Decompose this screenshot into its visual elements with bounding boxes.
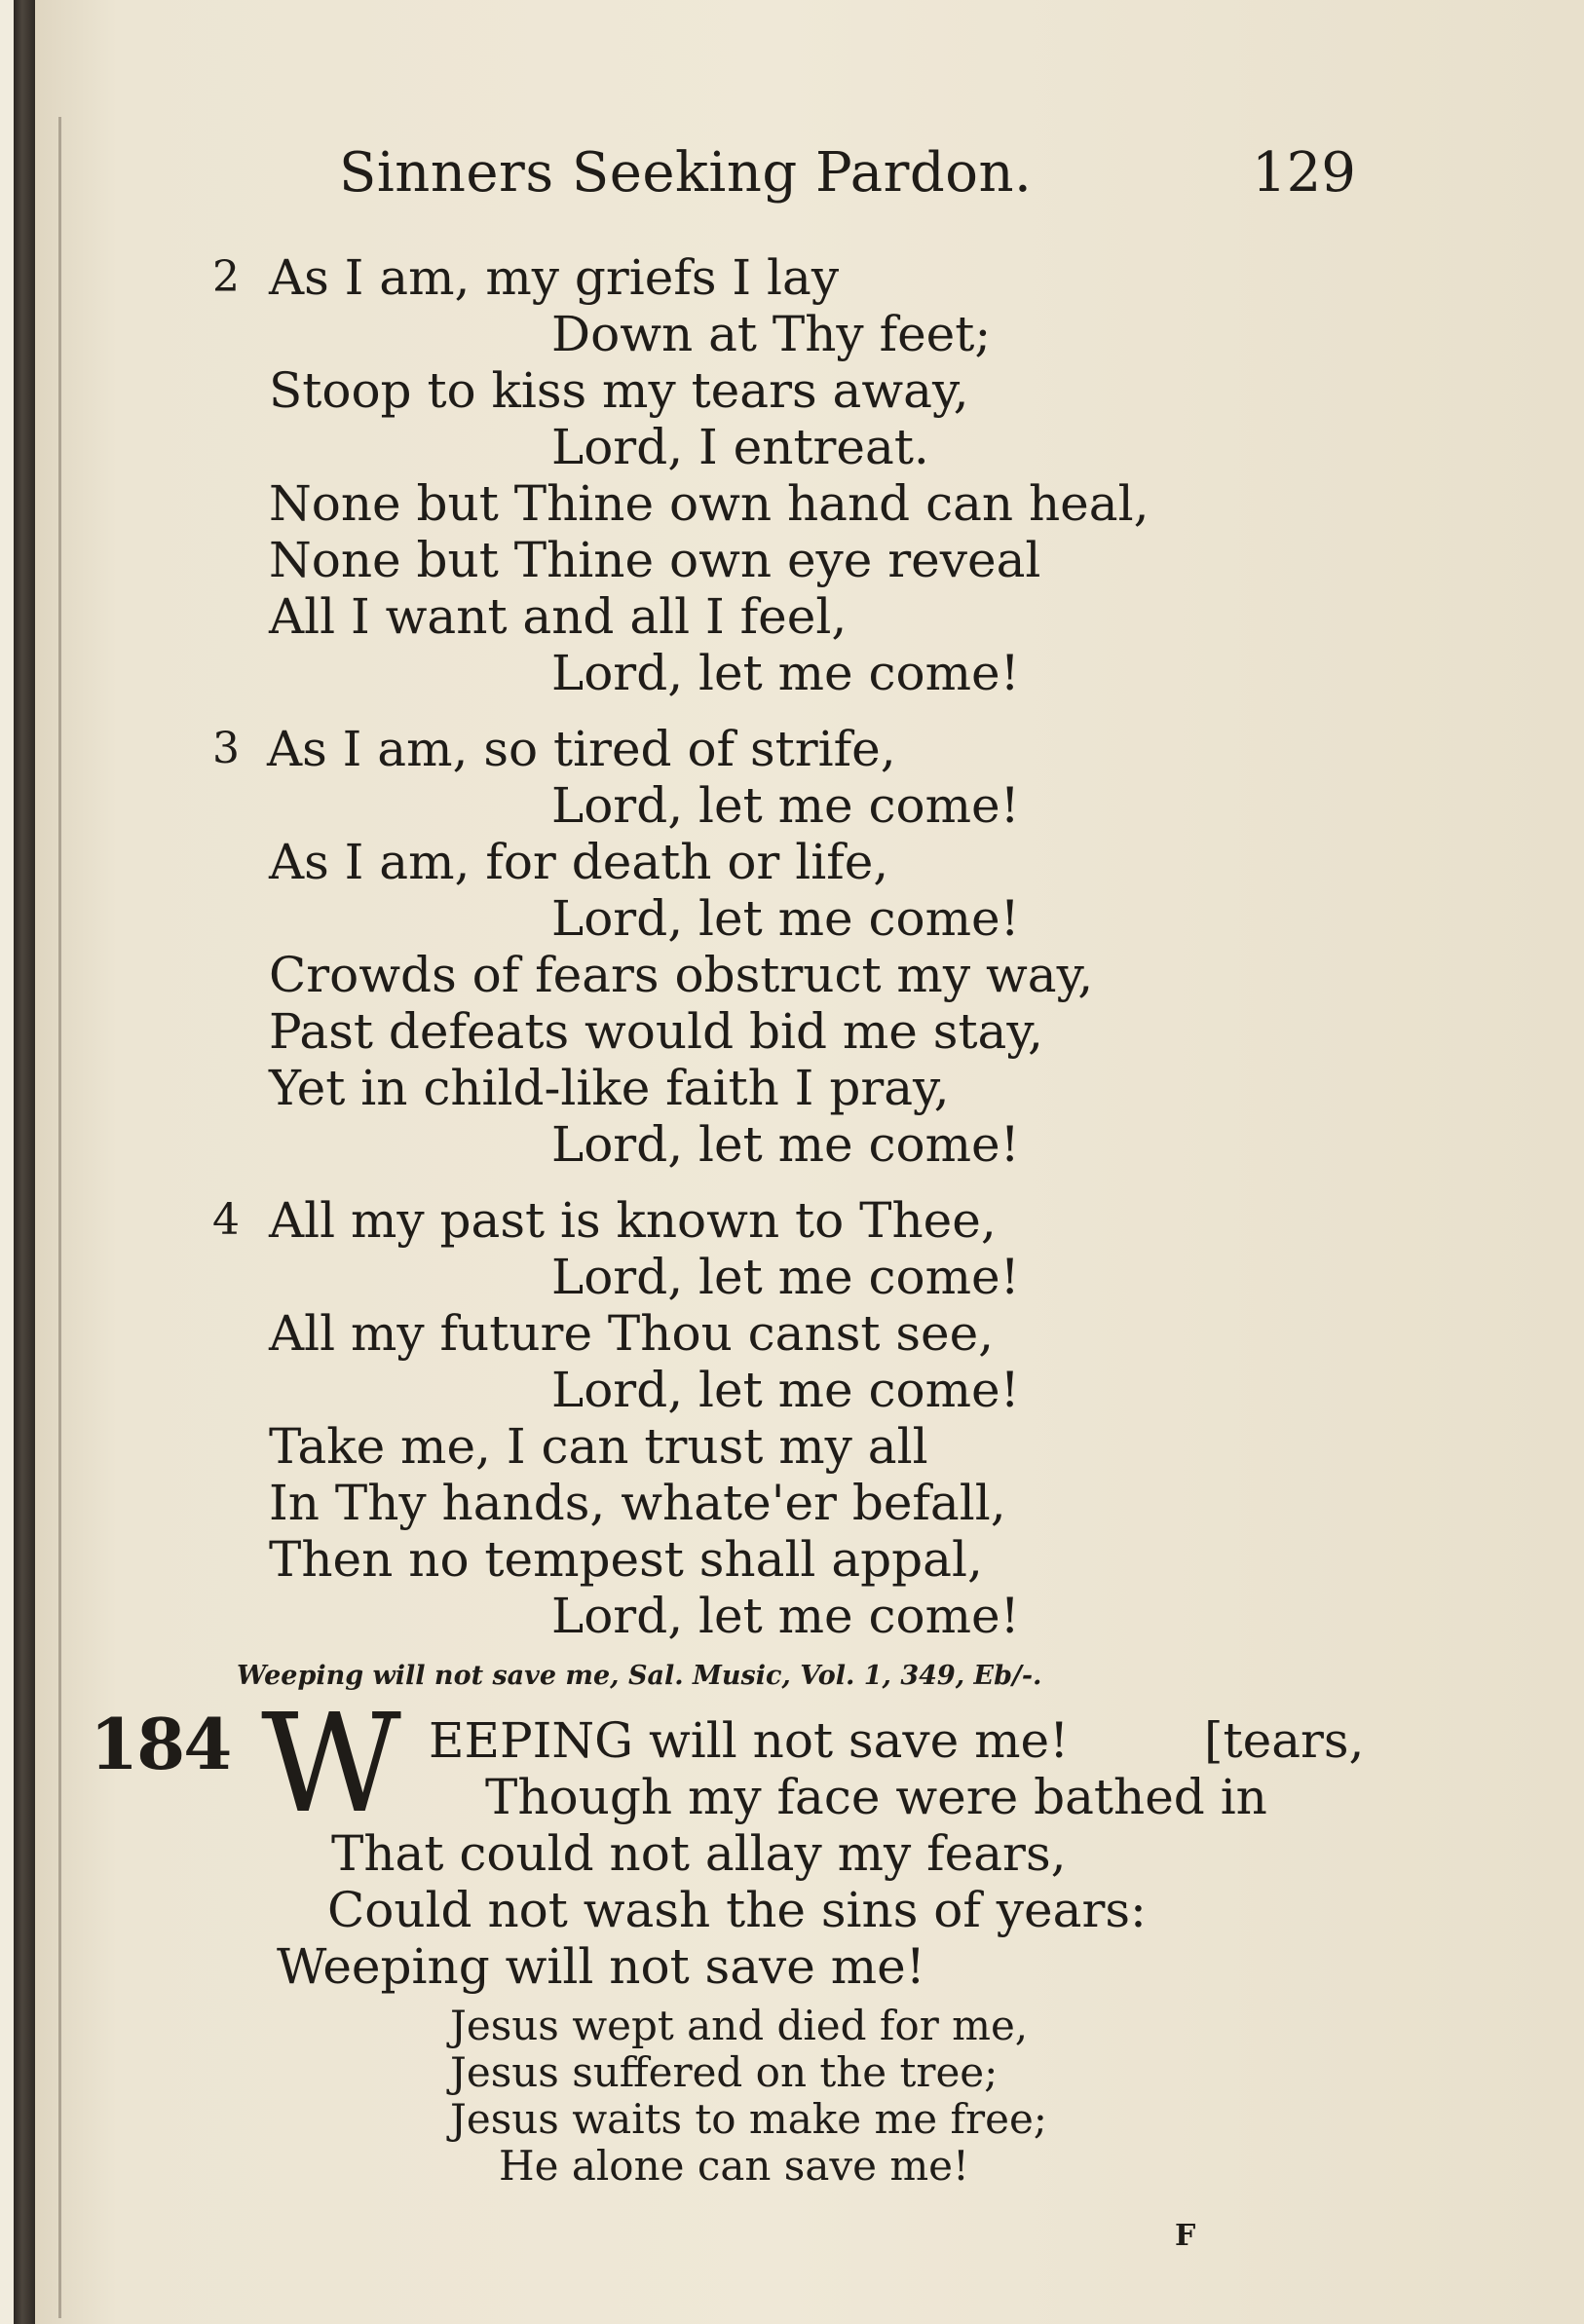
verse-line: As I am, for death or life, [269,834,889,890]
hymn-line: Could not wash the sins of years: [327,1882,1147,1938]
page-number: 129 [1252,141,1356,205]
verse-line: As I am, so tired of strife, [267,721,896,777]
book-spine [14,0,35,2324]
verse-line: None but Thine own eye reveal [269,532,1041,588]
verse-line: As I am, my griefs I lay [269,249,840,306]
gutter-shadow [58,117,61,2318]
verse-line: Lord, let me come! [551,890,1020,947]
running-title: Sinners Seeking Pardon. [339,141,1033,205]
page-edge [0,0,14,2324]
verse-line: Crowds of fears obstruct my way, [269,947,1094,1003]
verse-line: Past defeats would bid me stay, [269,1003,1043,1060]
verse-line: Take me, I can trust my all [269,1418,928,1475]
verse-line: Lord, let me come! [551,1362,1020,1418]
chorus-line: Jesus waits to make me free; [450,2095,1047,2143]
verse-number: 2 [212,252,240,302]
page-header [0,141,1584,209]
verse-number: 4 [212,1195,240,1245]
hymn-overflow-word: [tears, [1204,1712,1365,1769]
verse-line: Lord, I entreat. [551,419,929,475]
hymn-line: Weeping will not save me! [277,1938,925,1995]
verse-line: Then no tempest shall appal, [269,1531,983,1588]
signature-mark: F [1175,2219,1196,2253]
verse-line: Lord, let me come! [551,1116,1020,1173]
verse-line: Down at Thy feet; [551,306,992,362]
chorus-line: Jesus wept and died for me, [450,2002,1029,2049]
verse-line: Lord, let me come! [551,777,1020,834]
hymn-number: 184 [90,1703,231,1785]
verse-line: Lord, let me come! [551,1588,1020,1644]
verse-number: 3 [212,724,240,773]
hymn-first-line: EEPING will not save me! [429,1712,1070,1769]
drop-cap: W [261,1685,401,1844]
chorus-line: He alone can save me! [499,2142,969,2190]
hymn-line: Though my face were bathed in [485,1769,1267,1825]
tune-reference: Weeping will not save me, Sal. Music, Vol. 1, 349, Eb/-. [237,1661,1042,1691]
verse-line: None but Thine own hand can heal, [269,475,1150,532]
verse-line: All my past is known to Thee, [269,1192,997,1249]
verse-line: Stoop to kiss my tears away, [269,362,969,419]
verse-line: Lord, let me come! [551,1249,1020,1305]
verse-line: In Thy hands, whate'er befall, [269,1475,1006,1531]
verse-line: Yet in child-like faith I pray, [269,1060,950,1116]
chorus-line: Jesus suffered on the tree; [450,2048,999,2096]
verse-line: All I want and all I feel, [269,588,848,645]
verse-line: Lord, let me come! [551,645,1020,701]
hymn-line: That could not allay my fears, [331,1825,1067,1882]
verse-line: All my future Thou canst see, [269,1305,995,1362]
